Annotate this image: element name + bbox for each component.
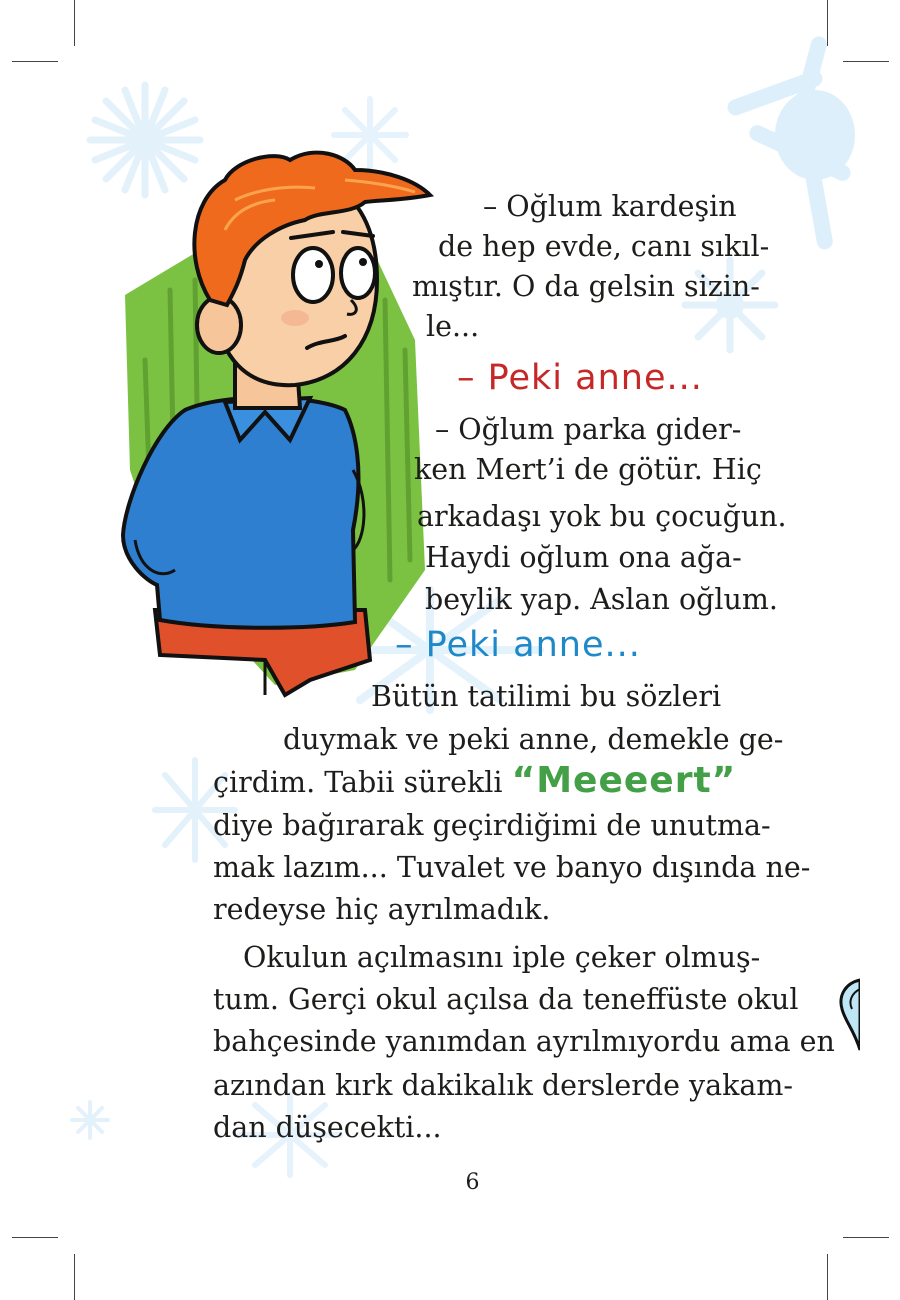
narration-line: diye bağırarak geçirdiğimi de unutma- xyxy=(213,809,771,842)
paragraph-2-line: azından kırk dakikalık derslerde yakam- xyxy=(213,1069,794,1102)
dialogue-1-line: de hep evde, canı sıkıl- xyxy=(438,230,770,263)
crop-mark xyxy=(12,1237,58,1238)
crop-mark xyxy=(74,1254,75,1300)
dialogue-1-line: le... xyxy=(426,310,480,343)
emphasis-meeeert: “Meeeert” xyxy=(511,760,737,801)
dialogue-1-line: – Oğlum kardeşin xyxy=(483,190,737,223)
paragraph-2-line: dan düşecekti... xyxy=(213,1111,442,1144)
paragraph-2-line: bahçesinde yanımdan ayrılmıyordu ama en xyxy=(213,1025,835,1058)
crop-mark xyxy=(827,1254,828,1300)
reply-peki-anne-blue: – Peki anne... xyxy=(395,625,641,665)
boy-illustration-icon xyxy=(115,140,445,700)
dialogue-2-line: beylik yap. Aslan oğlum. xyxy=(425,583,778,616)
narration-line: redeyse hiç ayrılmadık. xyxy=(213,893,551,926)
narration-line: mak lazım... Tuvalet ve banyo dışında ne- xyxy=(213,851,811,884)
paragraph-2-line: Okulun açılmasını iple çeker olmuş- xyxy=(243,941,761,974)
crop-mark xyxy=(843,1237,889,1238)
dialogue-2-line: ken Mert’i de götür. Hiç xyxy=(414,453,762,486)
dialogue-2-line: arkadaşı yok bu çocuğun. xyxy=(417,500,787,533)
edge-character-icon xyxy=(836,975,860,1055)
paragraph-2-line: tum. Gerçi okul açılsa da teneffüste okul xyxy=(213,983,799,1016)
dialogue-1-line: mıştır. O da gelsin sizin- xyxy=(412,270,760,303)
reply-peki-anne-red: – Peki anne... xyxy=(457,358,703,398)
dialogue-2-line: Haydi oğlum ona ağa- xyxy=(425,541,742,574)
crop-mark xyxy=(74,0,75,46)
page-number: 6 xyxy=(465,1170,480,1195)
crop-mark xyxy=(12,61,58,62)
splash-decoration-icon xyxy=(70,1100,110,1140)
narration-line xyxy=(213,760,737,801)
narration-line: Bütün tatilimi bu sözleri xyxy=(371,680,722,713)
narration-line: duymak ve peki anne, demekle ge- xyxy=(283,723,784,756)
dialogue-2-line: – Oğlum parka gider- xyxy=(435,413,742,446)
narration-text: çirdim. Tabii sürekli xyxy=(213,766,503,799)
